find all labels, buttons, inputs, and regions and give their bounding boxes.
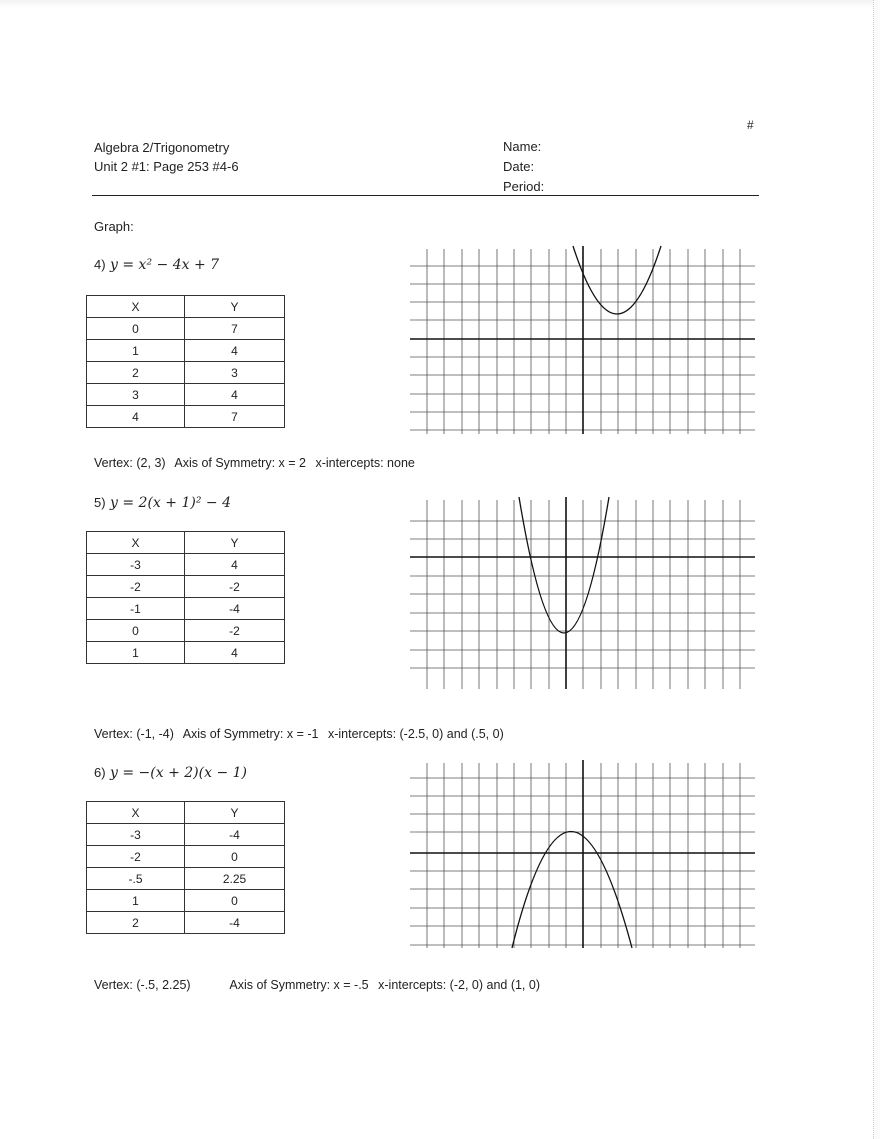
header-y: Y (185, 802, 285, 824)
cell-x: -.5 (87, 868, 185, 890)
problem-5-summary (94, 727, 510, 741)
vertex-text: Vertex: (2, 3) (94, 456, 166, 470)
equation-text: y = −(x + 2)(x − 1) (110, 765, 248, 781)
table-row (87, 824, 285, 846)
student-info (503, 137, 544, 197)
course-title: Algebra 2/Trigonometry (94, 140, 230, 155)
intercepts-text: x-intercepts: none (315, 456, 415, 470)
cell-y: -4 (185, 912, 285, 934)
scan-artifact-top (0, 0, 880, 8)
axis-text: Axis of Symmetry: x = -.5 (229, 978, 369, 992)
header-x: X (87, 532, 185, 554)
header-y: Y (185, 296, 285, 318)
assignment-line: Unit 2 #1: Page 253 #4-6 (94, 159, 239, 174)
equation-text: y = x² − 4x + 7 (110, 257, 220, 273)
cell-y: 2.25 (185, 868, 285, 890)
equation-text: y = 2(x + 1)² − 4 (110, 495, 231, 511)
table-row (87, 340, 285, 362)
cell-x: 1 (87, 890, 185, 912)
problem-6-table (86, 801, 285, 934)
axis-text: Axis of Symmetry: x = 2 (174, 456, 306, 470)
problem-5-table (86, 531, 285, 664)
cell-y: 7 (185, 406, 285, 428)
cell-x: -3 (87, 554, 185, 576)
table-row (87, 384, 285, 406)
header-x: X (87, 296, 185, 318)
cell-y: 0 (185, 846, 285, 868)
cell-y: 4 (185, 554, 285, 576)
table-row (87, 598, 285, 620)
vertex-text: Vertex: (-.5, 2.25) (94, 978, 191, 992)
problem-4-equation (94, 257, 219, 273)
cell-y: 3 (185, 362, 285, 384)
cell-x: 0 (87, 620, 185, 642)
cell-y: 0 (185, 890, 285, 912)
cell-y: -4 (185, 598, 285, 620)
axis-text: Axis of Symmetry: x = -1 (182, 727, 319, 741)
cell-x: -3 (87, 824, 185, 846)
table-header-row (87, 802, 285, 824)
table-row (87, 846, 285, 868)
table-row (87, 890, 285, 912)
table-row (87, 642, 285, 664)
date-label: Date: (503, 159, 535, 174)
table-header-row (87, 296, 285, 318)
cell-x: -2 (87, 846, 185, 868)
cell-y: -2 (185, 576, 285, 598)
intercepts-text: x-intercepts: (-2.5, 0) and (.5, 0) (327, 727, 504, 741)
scan-artifact-edge (873, 0, 880, 1139)
vertex-text: Vertex: (-1, -4) (94, 727, 174, 741)
table-row (87, 868, 285, 890)
problem-6-summary (94, 978, 546, 992)
cell-y: 7 (185, 318, 285, 340)
cell-x: -2 (87, 576, 185, 598)
cell-y: -2 (185, 620, 285, 642)
number-mark: # (747, 118, 754, 132)
cell-y: 4 (185, 340, 285, 362)
cell-x: 4 (87, 406, 185, 428)
cell-x: -1 (87, 598, 185, 620)
table-row (87, 912, 285, 934)
table-row (87, 554, 285, 576)
parabola-graph-6 (405, 758, 757, 950)
parabola-curve (519, 497, 609, 633)
cell-x: 1 (87, 642, 185, 664)
cell-y: 4 (185, 642, 285, 664)
parabola-graph-4 (405, 244, 757, 436)
problem-4-summary (94, 456, 421, 470)
cell-y: 4 (185, 384, 285, 406)
header-y: Y (185, 532, 285, 554)
parabola-curve (512, 832, 632, 949)
table-row (87, 406, 285, 428)
problem-5-graph (405, 495, 757, 691)
problem-4-graph (405, 244, 757, 436)
parabola-graph-5 (405, 495, 757, 691)
table-row (87, 576, 285, 598)
parabola-curve (573, 246, 661, 314)
table-row (87, 362, 285, 384)
problem-6-graph (405, 758, 757, 950)
cell-x: 3 (87, 384, 185, 406)
header-divider (92, 195, 759, 196)
problem-number: 4) (94, 257, 106, 272)
problem-4-table (86, 295, 285, 428)
cell-y: -4 (185, 824, 285, 846)
table-header-row (87, 532, 285, 554)
course-header (94, 138, 239, 176)
table-row (87, 318, 285, 340)
table-row (87, 620, 285, 642)
problem-5-equation (94, 495, 231, 511)
problem-number: 6) (94, 765, 106, 780)
cell-x: 1 (87, 340, 185, 362)
problem-6-equation (94, 765, 247, 781)
instructions: Graph: (94, 219, 134, 234)
cell-x: 0 (87, 318, 185, 340)
name-label: Name: (503, 139, 542, 154)
cell-x: 2 (87, 362, 185, 384)
period-label: Period: (503, 179, 545, 194)
cell-x: 2 (87, 912, 185, 934)
problem-number: 5) (94, 495, 106, 510)
intercepts-text: x-intercepts: (-2, 0) and (1, 0) (378, 978, 540, 992)
header-x: X (87, 802, 185, 824)
